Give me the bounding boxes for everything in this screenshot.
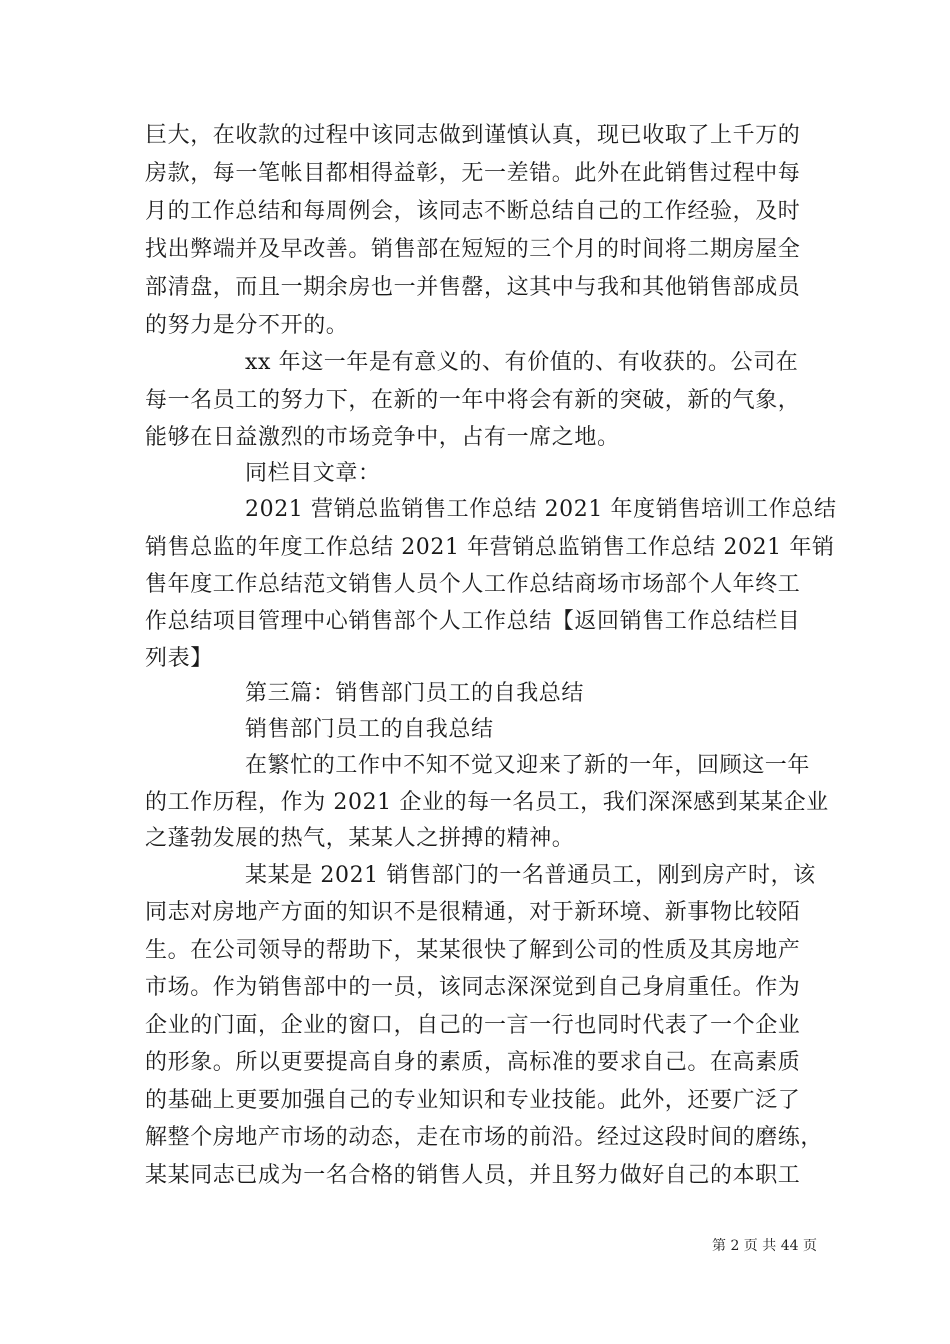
text-line: 巨大，在收款的过程中该同志做到谨慎认真，现已收取了上千万的 <box>145 123 801 148</box>
text-line: 房款，每一笔帐目都相得益彰，无一差错。此外在此销售过程中每 <box>145 161 801 186</box>
related-article-link[interactable]: 作总结项目管理中心销售部个人工作总结【返回销售工作总结栏目 <box>145 609 801 634</box>
back-to-list-link[interactable]: 列表】 <box>145 646 213 671</box>
text-line: 某某是 2021 销售部门的一名普通员工，刚到房产时，该 <box>245 863 816 888</box>
text-line: 企业的门面，企业的窗口，自己的一言一行也同时代表了一个企业 <box>145 1013 801 1038</box>
text-line: 的努力是分不开的。 <box>145 313 349 338</box>
text-line: 的工作历程，作为 2021 企业的每一名员工，我们深深感到某某企业 <box>145 790 829 815</box>
text-line: 在繁忙的工作中不知不觉又迎来了新的一年，回顾这一年 <box>245 753 811 778</box>
text-line: 每一名员工的努力下，在新的一年中将会有新的突破，新的气象， <box>145 388 801 413</box>
text-line: 某某同志已成为一名合格的销售人员，并且努力做好自己的本职工 <box>145 1163 801 1188</box>
text-line: 月的工作总结和每周例会，该同志不断总结自己的工作经验，及时 <box>145 199 801 224</box>
text-line: 能够在日益激烈的市场竞争中，占有一席之地。 <box>145 425 620 450</box>
text-line: 同志对房地产方面的知识不是很精通，对于新环境、新事物比较陌 <box>145 900 801 925</box>
text-line: 生。在公司领导的帮助下，某某很快了解到公司的性质及其房地产 <box>145 938 801 963</box>
text-line: 部清盘，而且一期余房也一并售罄，这其中与我和其他销售部成员 <box>145 275 801 300</box>
chapter-title: 第三篇：销售部门员工的自我总结 <box>245 681 585 706</box>
text-line: 解整个房地产市场的动态，走在市场的前沿。经过这段时间的磨练， <box>145 1125 824 1150</box>
text-line: 的形象。所以更要提高自身的素质，高标准的要求自己。在高素质 <box>145 1050 801 1075</box>
article-title: 销售部门员工的自我总结 <box>245 717 494 742</box>
text-line: 市场。作为销售部中的一员，该同志深深觉到自己身肩重任。作为 <box>145 975 801 1000</box>
text-line: 找出弊端并及早改善。销售部在短短的三个月的时间将二期房屋全 <box>145 237 801 262</box>
text-line: 之蓬勃发展的热气，某某人之拼搏的精神。 <box>145 826 575 851</box>
related-article-link[interactable]: 销售总监的年度工作总结 2021 年营销总监销售工作总结 2021 年销 <box>145 535 835 560</box>
page-number: 第 2 页 共 44 页 <box>712 1238 817 1254</box>
related-article-link[interactable]: 2021 营销总监销售工作总结 2021 年度销售培训工作总结 <box>245 497 837 522</box>
related-article-link[interactable]: 售年度工作总结范文销售人员个人工作总结商场市场部个人年终工 <box>145 572 801 597</box>
text-line: xx 年这一年是有意义的、有价值的、有收获的。公司在 <box>245 350 799 375</box>
text-line: 的基础上更要加强自己的专业知识和专业技能。此外，还要广泛了 <box>145 1088 801 1113</box>
section-heading: 同栏目文章： <box>245 461 381 486</box>
